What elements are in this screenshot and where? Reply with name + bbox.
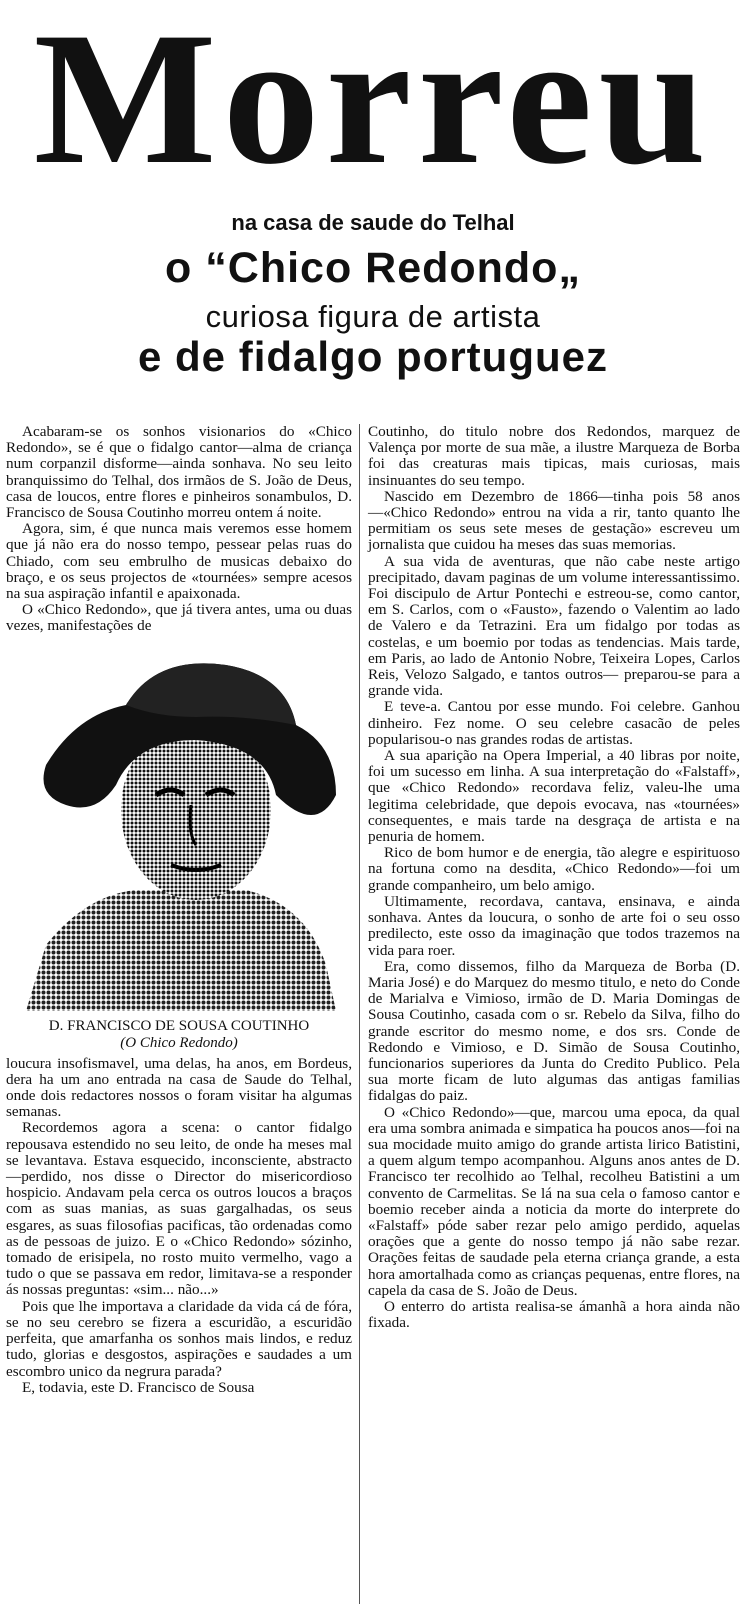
paragraph: loucura insofismavel, uma delas, ha anos, em Bordeus, dera ha um ano entrada na casa de Saude do Telhal, onde dois redactores nossos o foram visitar ha algumas semanas. bbox=[6, 1054, 352, 1121]
headline-main: Morreu bbox=[33, 0, 713, 204]
column-divider bbox=[359, 424, 360, 1604]
paragraph: Ultimamente, recordava, cantava, ensinava, e ainda sonhava. Antes da loucura, o sonho de arte foi o seu osso predilecto, este osso da imaginação que todos trazemos na vida para roer. bbox=[368, 892, 740, 959]
paragraph: E teve-a. Cantou por esse mundo. Foi celebre. Ganhou dinheiro. Fez nome. O seu celebre casacão de peles popularisou-o nas grandes rodas de artistas. bbox=[368, 698, 740, 748]
portrait-image bbox=[6, 645, 352, 1011]
paragraph: Acabaram-se os sonhos visionarios do «Chico Redondo», se é que o fidalgo cantor—alma de criança num corpanzil disforme—ainda sonhava. No seu leito branquissimo do Telhal, dos irmãos de S. João de Deus, casa de loucos, entre flores e pinheiros sonambulos, D. Francisco de Sousa Coutinho morreu ontem á noite. bbox=[6, 423, 352, 522]
headline-subtitle-1: na casa de saude do Telhal bbox=[231, 210, 515, 235]
paragraph: A sua aparição na Opera Imperial, a 40 libras por noite, foi um sucesso em linha. A sua interpretação do «Falstaff», que «Chico Redondo» recordava feliz, valeu-lhe uma legitima celebridade, que depois evocava, nas «tournées» consequentes, e mais tarde na desgraça de artista e na penuria de homem. bbox=[368, 747, 740, 846]
paragraph: Rico de bom humor e de energia, tão alegre e espirituoso na fortuna como na desdita, «Chico Redondo»—foi um grande companheiro, um belo amigo. bbox=[368, 844, 740, 894]
paragraph: Pois que lhe importava a claridade da vida cá de fóra, se no seu cerebro se fizera a escuridão, a escuridão perfeita, que amarfanha os sonhos mais lindos, e reduz tudo, glorias e desgostos, aspirações e saudades a um escombro unico da negrura parada? bbox=[6, 1297, 352, 1380]
headline-subtitle-2: curiosa figura de artista bbox=[205, 299, 541, 334]
paragraph: Coutinho, do titulo nobre dos Redondos, marquez de Valença por morte de sua mãe, a ilustre Marqueza de Borba foi das creaturas mais tipicas, mais curiosas, mais insinuantes do seu tempo. bbox=[368, 423, 740, 489]
paragraph: Nascido em Dezembro de 1866—tinha pois 58 anos—«Chico Redondo» entrou na vida a rir, tanto quanto lhe permitiam os seus sete meses de gestação» escreveu um jornalista que cuidou ha meses das suas memorias. bbox=[368, 487, 740, 554]
article-body bbox=[0, 424, 746, 1610]
paragraph: Era, como dissemos, filho da Marqueza de Borba (D. Maria José) e do Marquez do mesmo titulo, e neto do Conde de Marialva e Vimioso, irmão de D. Maria Domingas de Sousa Coutinho, casada com o sr. Rebelo da Silva, filho do grande escritor do mesmo nome, e dos srs. Conde de Redondo e Vimioso, e D. Simão de Sousa Coutinho, funcionarios superiores da Junta do Credito Publico. Pela sua morte ficam de luto algumas das antigas familias fidalgas do paiz. bbox=[368, 957, 740, 1105]
headline-subtitle-3: e de fidalgo portuguez bbox=[138, 333, 608, 380]
right-column bbox=[368, 424, 740, 1331]
photo-caption-sub: (O Chico Redondo) bbox=[120, 1034, 238, 1051]
paragraph: E, todavia, este D. Francisco de Sousa bbox=[22, 1378, 255, 1396]
left-column bbox=[6, 424, 352, 1396]
headline-name: o “Chico Redondo„ bbox=[165, 244, 581, 292]
portrait-photo bbox=[6, 645, 352, 1011]
paragraph: Recordemos agora a scena: o cantor fidalgo repousava estendido no seu leito, de onde ha meses mal se levantava. Estava esquecido, inconsciente, abstracto—perdido, nos disse o Director do misericordioso hospicio. Andavam pela cerca os outros loucos a braços com as suas manias, as suas gargalhadas, os seus esgares, as suas filosofias pacificas, tão ordenadas como as de pessoas de juizo. E o «Chico Redondo» sózinho, tomado de erisipela, no rosto muito vermelho, vago a tudo o que se passava em redor, limitava-se a responder ás nossas preguntas: «sim... não...» bbox=[6, 1119, 352, 1299]
paragraph: A sua vida de aventuras, que não cabe neste artigo precipitado, davam paginas de um volume interessantissimo. Foi discipulo de Artur Pontechi e estreou-se, como cantor, em S. Carlos, com o «Fausto», fazendo o Valentim ao lado de Valero e da Tetrazini. Era um fidalgo por todas as costelas, e um boemio por todas as tendencias. Mais tarde, em Paris, ao lado de Antonio Nobre, Teixeira Lopes, Carlos Reis, Velozo Salgado, e tantos outros— preparou-se para a grande vida. bbox=[368, 552, 740, 700]
photo-caption: D. FRANCISCO DE SOUSA COUTINHO bbox=[48, 1017, 310, 1034]
paragraph: Agora, sim, é que nunca mais veremos esse homem que já não era do nosso tempo, pessear pelas ruas do Chiado, com seu embrulho de musicas debaixo do braço, e os seus projectos de «tournées» sempre acesos na sua aspiração infantil e apaixonada. bbox=[6, 520, 352, 603]
paragraph: O «Chico Redondo»—que, marcou uma epoca, da qual era uma sombra animada e simpatica ha poucos anos—foi na sua mocidade muito amigo do grande artista lirico Batistini, a quem algum tempo acompanhou. Alguns anos antes de D. Francisco ter recolhido ao Telhal, recolheu Batistini a um convento de Carmelitas. Se lá na sua cela o famoso cantor e boemio receber ainda a noticia da morte do interprete do «Falstaff» póde saber rezar pelo amigo perdido, aquelas orações que a gente do nosso tempo já não sabe rezar. Orações feitas de saudade pela eterna criança grande, a esta hora amortalhada como as crianças pequenas, entre flores, na capela da casa de S. João de Deus. bbox=[368, 1103, 740, 1299]
paragraph: O «Chico Redondo», que já tivera antes, uma ou duas vezes, manifestações de bbox=[6, 601, 352, 635]
paragraph: O enterro do artista realisa-se ámanhã a hora ainda não fixada. bbox=[368, 1297, 740, 1332]
